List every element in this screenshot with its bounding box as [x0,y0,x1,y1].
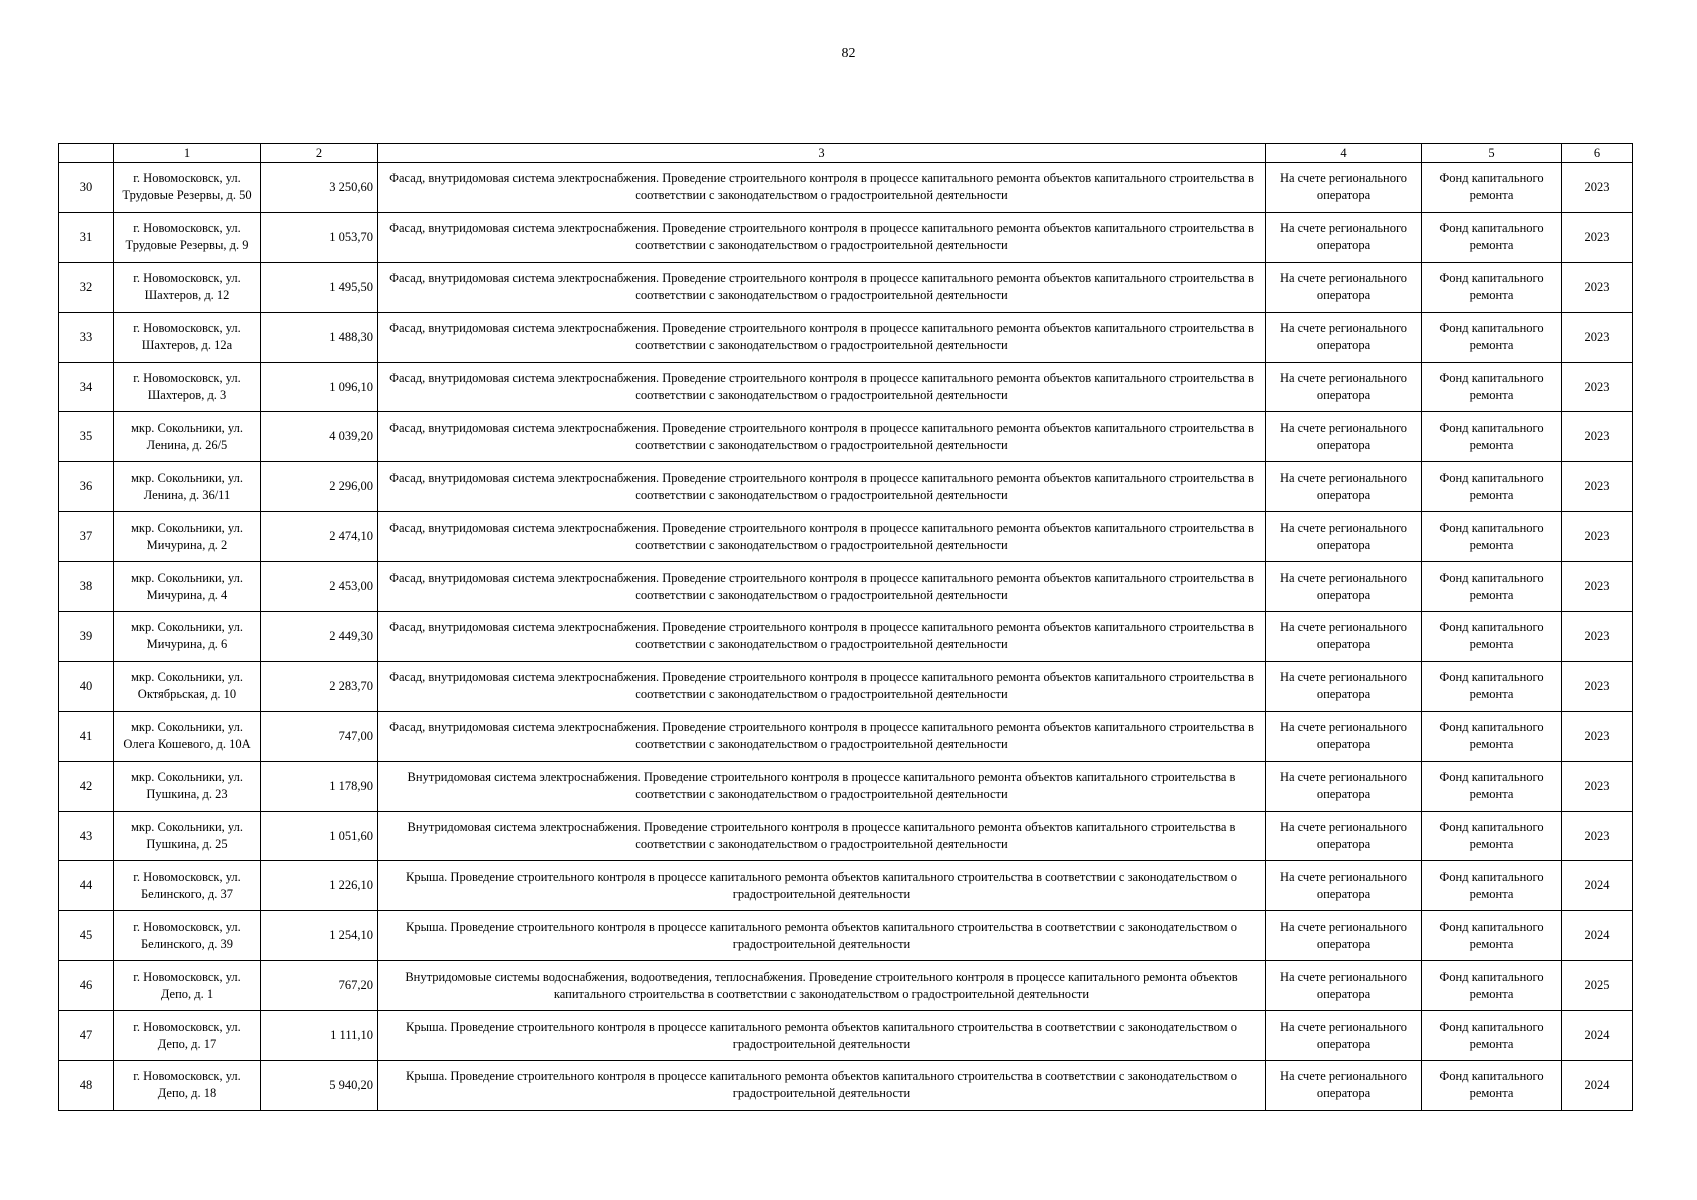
work-description-cell: Крыша. Проведение строительного контроля в процессе капитального ремонта объектов капитального строительства в соответствии с законодательством о градостроительной деятельности [378,911,1266,961]
address-cell: г. Новомосковск, ул. Трудовые Резервы, д. 50 [114,163,261,213]
fund-cell: Фонд капитального ремонта [1422,212,1562,262]
row-number: 32 [59,262,114,312]
fund-cell: Фонд капитального ремонта [1422,711,1562,761]
year-cell: 2023 [1562,212,1633,262]
table-row [59,362,1633,412]
year-cell: 2025 [1562,961,1633,1011]
year-cell: 2023 [1562,412,1633,462]
table-row [59,612,1633,662]
work-description-cell: Внутридомовая система электроснабжения. Проведение строительного контроля в процессе капитального ремонта объектов капитального строительства в соответствии с законодательством о градостроительной деятельности [378,811,1266,861]
funding-source-cell: На счете регионального оператора [1266,362,1422,412]
funding-source-cell: На счете регионального оператора [1266,212,1422,262]
address-cell: мкр. Сокольники, ул. Ленина, д. 26/5 [114,412,261,462]
row-number: 34 [59,362,114,412]
year-cell: 2023 [1562,512,1633,562]
funding-source-cell: На счете регионального оператора [1266,1011,1422,1061]
table-row [59,262,1633,312]
address-cell: мкр. Сокольники, ул. Мичурина, д. 2 [114,512,261,562]
fund-cell: Фонд капитального ремонта [1422,612,1562,662]
header-cell: 1 [114,144,261,163]
table-row [59,811,1633,861]
table-row [59,861,1633,911]
fund-cell: Фонд капитального ремонта [1422,562,1562,612]
funding-source-cell: На счете регионального оператора [1266,562,1422,612]
fund-cell: Фонд капитального ремонта [1422,811,1562,861]
work-description-cell: Фасад, внутридомовая система электроснабжения. Проведение строительного контроля в процессе капитального ремонта объектов капитального строительства в соответствии с законодательством о градостроительной деятельности [378,312,1266,362]
row-number: 35 [59,412,114,462]
address-cell: мкр. Сокольники, ул. Мичурина, д. 4 [114,562,261,612]
table-row [59,911,1633,961]
table-row [59,961,1633,1011]
fund-cell: Фонд капитального ремонта [1422,661,1562,711]
year-cell: 2023 [1562,612,1633,662]
fund-cell: Фонд капитального ремонта [1422,861,1562,911]
area-cell: 1 178,90 [261,761,378,811]
year-cell: 2023 [1562,462,1633,512]
work-description-cell: Внутридомовые системы водоснабжения, водоотведения, теплоснабжения. Проведение строительного контроля в процессе капитального ремонта объектов капитального строительства в соответствии с законодательством о градостроительной деятельности [378,961,1266,1011]
area-cell: 747,00 [261,711,378,761]
row-number: 45 [59,911,114,961]
address-cell: мкр. Сокольники, ул. Мичурина, д. 6 [114,612,261,662]
fund-cell: Фонд капитального ремонта [1422,312,1562,362]
area-cell: 1 096,10 [261,362,378,412]
row-number: 30 [59,163,114,213]
table-row [59,1061,1633,1111]
row-number: 39 [59,612,114,662]
header-cell: 3 [378,144,1266,163]
area-cell: 767,20 [261,961,378,1011]
year-cell: 2023 [1562,312,1633,362]
table-row [59,412,1633,462]
year-cell: 2023 [1562,163,1633,213]
header-cell: 6 [1562,144,1633,163]
fund-cell: Фонд капитального ремонта [1422,1061,1562,1111]
address-cell: г. Новомосковск, ул. Шахтеров, д. 12 [114,262,261,312]
funding-source-cell: На счете регионального оператора [1266,312,1422,362]
funding-source-cell: На счете регионального оператора [1266,661,1422,711]
table-row [59,562,1633,612]
row-number: 36 [59,462,114,512]
work-description-cell: Фасад, внутридомовая система электроснабжения. Проведение строительного контроля в процессе капитального ремонта объектов капитального строительства в соответствии с законодательством о градостроительной деятельности [378,661,1266,711]
area-cell: 2 453,00 [261,562,378,612]
year-cell: 2023 [1562,562,1633,612]
address-cell: г. Новомосковск, ул. Депо, д. 18 [114,1061,261,1111]
fund-cell: Фонд капитального ремонта [1422,163,1562,213]
table-row [59,212,1633,262]
address-cell: г. Новомосковск, ул. Белинского, д. 37 [114,861,261,911]
funding-source-cell: На счете регионального оператора [1266,861,1422,911]
header-cell: 4 [1266,144,1422,163]
row-number: 47 [59,1011,114,1061]
year-cell: 2023 [1562,262,1633,312]
fund-cell: Фонд капитального ремонта [1422,362,1562,412]
fund-cell: Фонд капитального ремонта [1422,911,1562,961]
row-number: 38 [59,562,114,612]
area-cell: 1 051,60 [261,811,378,861]
year-cell: 2024 [1562,861,1633,911]
work-description-cell: Фасад, внутридомовая система электроснабжения. Проведение строительного контроля в процессе капитального ремонта объектов капитального строительства в соответствии с законодательством о градостроительной деятельности [378,163,1266,213]
area-cell: 2 296,00 [261,462,378,512]
address-cell: г. Новомосковск, ул. Трудовые Резервы, д. 9 [114,212,261,262]
work-description-cell: Фасад, внутридомовая система электроснабжения. Проведение строительного контроля в процессе капитального ремонта объектов капитального строительства в соответствии с законодательством о градостроительной деятельности [378,612,1266,662]
work-description-cell: Фасад, внутридомовая система электроснабжения. Проведение строительного контроля в процессе капитального ремонта объектов капитального строительства в соответствии с законодательством о градостроительной деятельности [378,512,1266,562]
work-description-cell: Фасад, внутридомовая система электроснабжения. Проведение строительного контроля в процессе капитального ремонта объектов капитального строительства в соответствии с законодательством о градостроительной деятельности [378,362,1266,412]
row-number: 46 [59,961,114,1011]
funding-source-cell: На счете регионального оператора [1266,961,1422,1011]
work-description-cell: Фасад, внутридомовая система электроснабжения. Проведение строительного контроля в процессе капитального ремонта объектов капитального строительства в соответствии с законодательством о градостроительной деятельности [378,212,1266,262]
funding-source-cell: На счете регионального оператора [1266,262,1422,312]
work-description-cell: Крыша. Проведение строительного контроля в процессе капитального ремонта объектов капитального строительства в соответствии с законодательством о градостроительной деятельности [378,1061,1266,1111]
row-number: 37 [59,512,114,562]
year-cell: 2023 [1562,661,1633,711]
table-row [59,512,1633,562]
address-cell: мкр. Сокольники, ул. Ленина, д. 36/11 [114,462,261,512]
row-number: 31 [59,212,114,262]
area-cell: 3 250,60 [261,163,378,213]
address-cell: г. Новомосковск, ул. Депо, д. 1 [114,961,261,1011]
address-cell: г. Новомосковск, ул. Белинского, д. 39 [114,911,261,961]
address-cell: г. Новомосковск, ул. Шахтеров, д. 12а [114,312,261,362]
table-row [59,163,1633,213]
row-number: 42 [59,761,114,811]
area-cell: 4 039,20 [261,412,378,462]
area-cell: 2 283,70 [261,661,378,711]
fund-cell: Фонд капитального ремонта [1422,262,1562,312]
area-cell: 1 111,10 [261,1011,378,1061]
work-description-cell: Крыша. Проведение строительного контроля в процессе капитального ремонта объектов капитального строительства в соответствии с законодательством о градостроительной деятельности [378,1011,1266,1061]
row-number: 40 [59,661,114,711]
fund-cell: Фонд капитального ремонта [1422,1011,1562,1061]
year-cell: 2024 [1562,1061,1633,1111]
area-cell: 1 495,50 [261,262,378,312]
funding-source-cell: На счете регионального оператора [1266,711,1422,761]
year-cell: 2023 [1562,711,1633,761]
table-row [59,312,1633,362]
table-row [59,1011,1633,1061]
header-cell: 2 [261,144,378,163]
area-cell: 5 940,20 [261,1061,378,1111]
area-cell: 2 449,30 [261,612,378,662]
year-cell: 2024 [1562,911,1633,961]
area-cell: 1 226,10 [261,861,378,911]
work-description-cell: Фасад, внутридомовая система электроснабжения. Проведение строительного контроля в процессе капитального ремонта объектов капитального строительства в соответствии с законодательством о градостроительной деятельности [378,262,1266,312]
address-cell: мкр. Сокольники, ул. Октябрьская, д. 10 [114,661,261,711]
area-cell: 2 474,10 [261,512,378,562]
work-description-cell: Фасад, внутридомовая система электроснабжения. Проведение строительного контроля в процессе капитального ремонта объектов капитального строительства в соответствии с законодательством о градостроительной деятельности [378,462,1266,512]
funding-source-cell: На счете регионального оператора [1266,412,1422,462]
work-description-cell: Внутридомовая система электроснабжения. Проведение строительного контроля в процессе капитального ремонта объектов капитального строительства в соответствии с законодательством о градостроительной деятельности [378,761,1266,811]
work-description-cell: Крыша. Проведение строительного контроля в процессе капитального ремонта объектов капитального строительства в соответствии с законодательством о градостроительной деятельности [378,861,1266,911]
header-row [59,144,1633,163]
fund-cell: Фонд капитального ремонта [1422,761,1562,811]
work-description-cell: Фасад, внутридомовая система электроснабжения. Проведение строительного контроля в процессе капитального ремонта объектов капитального строительства в соответствии с законодательством о градостроительной деятельности [378,412,1266,462]
year-cell: 2023 [1562,761,1633,811]
row-number: 33 [59,312,114,362]
fund-cell: Фонд капитального ремонта [1422,462,1562,512]
row-number: 43 [59,811,114,861]
address-cell: мкр. Сокольники, ул. Олега Кошевого, д. 10А [114,711,261,761]
table-row [59,462,1633,512]
address-cell: г. Новомосковск, ул. Депо, д. 17 [114,1011,261,1061]
table-row [59,711,1633,761]
address-cell: мкр. Сокольники, ул. Пушкина, д. 25 [114,811,261,861]
page-number: 82 [841,46,856,61]
row-number: 41 [59,711,114,761]
header-cell-num [59,144,114,163]
fund-cell: Фонд капитального ремонта [1422,961,1562,1011]
address-cell: г. Новомосковск, ул. Шахтеров, д. 3 [114,362,261,412]
year-cell: 2023 [1562,811,1633,861]
address-cell: мкр. Сокольники, ул. Пушкина, д. 23 [114,761,261,811]
area-cell: 1 254,10 [261,911,378,961]
area-cell: 1 053,70 [261,212,378,262]
area-cell: 1 488,30 [261,312,378,362]
year-cell: 2024 [1562,1011,1633,1061]
funding-source-cell: На счете регионального оператора [1266,911,1422,961]
funding-source-cell: На счете регионального оператора [1266,462,1422,512]
work-description-cell: Фасад, внутридомовая система электроснабжения. Проведение строительного контроля в процессе капитального ремонта объектов капитального строительства в соответствии с законодательством о градостроительной деятельности [378,711,1266,761]
funding-source-cell: На счете регионального оператора [1266,163,1422,213]
fund-cell: Фонд капитального ремонта [1422,412,1562,462]
row-number: 44 [59,861,114,911]
year-cell: 2023 [1562,362,1633,412]
header-cell: 5 [1422,144,1562,163]
funding-source-cell: На счете регионального оператора [1266,612,1422,662]
funding-source-cell: На счете регионального оператора [1266,761,1422,811]
funding-source-cell: На счете регионального оператора [1266,811,1422,861]
fund-cell: Фонд капитального ремонта [1422,512,1562,562]
row-number: 48 [59,1061,114,1111]
table-row [59,661,1633,711]
table-row [59,761,1633,811]
funding-source-cell: На счете регионального оператора [1266,512,1422,562]
work-description-cell: Фасад, внутридомовая система электроснабжения. Проведение строительного контроля в процессе капитального ремонта объектов капитального строительства в соответствии с законодательством о градостроительной деятельности [378,562,1266,612]
capital-repair-table [58,143,1633,1111]
funding-source-cell: На счете регионального оператора [1266,1061,1422,1111]
